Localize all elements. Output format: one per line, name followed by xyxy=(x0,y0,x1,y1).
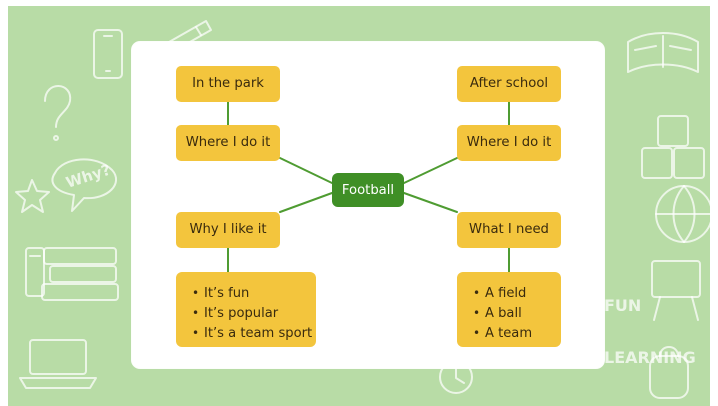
node-why-i-like-it: Why I like it xyxy=(176,212,280,248)
center-node-football: Football xyxy=(332,173,404,207)
school-board-icon xyxy=(26,248,44,296)
node-in-the-park: In the park xyxy=(176,66,280,102)
speech-bubble-icon xyxy=(52,159,116,211)
reason-text: It’s fun xyxy=(204,285,250,301)
reason-list-item xyxy=(192,283,316,303)
phone-doodle-icon xyxy=(94,30,122,78)
bullet-icon: • xyxy=(473,286,481,300)
node-after-school: After school xyxy=(457,66,561,102)
mind-map-card xyxy=(132,42,604,368)
need-list-item xyxy=(473,283,561,303)
bullet-icon: • xyxy=(192,286,200,300)
reason-text: It’s a team sport xyxy=(204,325,313,341)
bullet-icon: • xyxy=(473,306,481,320)
node-what-i-need: What I need xyxy=(457,212,561,248)
node-right-where-i-do-it: Where I do it xyxy=(457,125,561,161)
fun-learning-icon xyxy=(604,296,696,367)
laptop-doodle-icon xyxy=(20,340,96,388)
reason-text: It’s popular xyxy=(204,305,279,321)
fun-doodle-label: FUN xyxy=(604,296,642,315)
reason-list-item xyxy=(192,303,316,323)
globe-doodle-icon xyxy=(656,186,710,242)
needs-list-box xyxy=(457,272,561,347)
connector-center-left-top xyxy=(280,158,332,183)
need-text: A ball xyxy=(485,305,522,321)
bullet-icon: • xyxy=(192,326,200,340)
book-doodle-icon xyxy=(628,33,698,72)
alphabet-blocks-icon xyxy=(642,116,704,178)
need-text: A team xyxy=(485,325,533,341)
question-mark-icon xyxy=(45,86,70,140)
reason-list-item xyxy=(192,323,316,343)
why-doodle-label: Why? xyxy=(63,160,113,192)
need-list-item xyxy=(473,303,561,323)
books-stack-icon xyxy=(42,248,118,300)
node-left-where-i-do-it: Where I do it xyxy=(176,125,280,161)
bullet-icon: • xyxy=(473,326,481,340)
connector-center-right-top xyxy=(404,158,457,183)
chalkboard-doodle-icon xyxy=(652,261,700,320)
bullet-icon: • xyxy=(192,306,200,320)
reasons-list-box xyxy=(176,272,316,347)
backpack-doodle-icon xyxy=(650,347,688,398)
star-doodle-icon xyxy=(16,180,49,212)
need-list-item xyxy=(473,323,561,343)
connector-center-left-bottom xyxy=(280,193,332,212)
learning-doodle-label: LEARNING xyxy=(604,348,696,367)
diagram-frame xyxy=(8,6,710,406)
need-text: A field xyxy=(485,285,527,301)
connector-center-right-bottom xyxy=(404,193,457,212)
